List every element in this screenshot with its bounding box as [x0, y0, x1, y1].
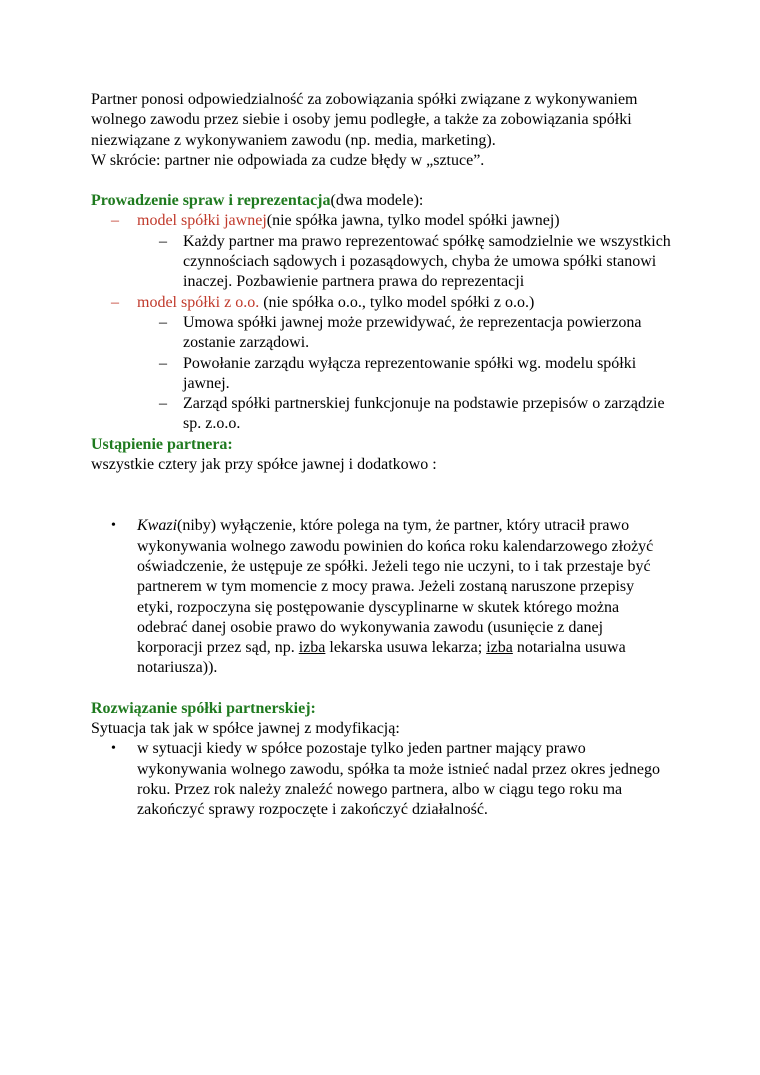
bullet-text: lekarska usuwa lekarza; [325, 639, 487, 657]
sub-list-text: Zarząd spółki partnerskiej funkcjonuje na podstawie przepisów o zarządzie sp. z.o.o. [183, 395, 665, 433]
sub-list-item [91, 313, 671, 354]
dash-marker: – [111, 212, 119, 230]
spacer [91, 475, 671, 496]
section-heading-representation [91, 191, 671, 211]
sub-list-text: Umowa spółki jawnej może przewidywać, że reprezentacja powierzona zostanie zarządowi. [183, 313, 642, 352]
sub-list-item [91, 232, 671, 293]
dash-marker: – [159, 232, 167, 250]
sub-list-item [91, 354, 671, 395]
list-item-model-zoo [91, 293, 671, 313]
izba-link[interactable]: izba [298, 639, 326, 657]
spacer [91, 679, 671, 699]
spacer [91, 496, 671, 516]
izba-link[interactable]: izba [486, 639, 513, 657]
section-intro: Sytuacja tak jak w spółce jawnej z modyfikacją: [91, 720, 400, 738]
sub-list-text: Każdy partner ma prawo reprezentować spółkę samodzielnie we wszystkich czynnościach sądowych i pozasądowych, chyba że umowa spółki stanowi inaczej. Pozbawienie partnera prawa do reprezentacji [183, 232, 671, 291]
section-heading-withdrawal: Ustąpienie partnera: [91, 435, 233, 453]
sub-list-item [91, 394, 671, 435]
bullet-text: notarialna usuwa notariusza)). [137, 639, 626, 677]
model-label: model spółki jawnej [137, 212, 267, 230]
intro-paragraph: Partner ponosi odpowiedzialność za zobowiązania spółki związane z wykonywaniem wolnego zawodu przez siebie i osoby jemu podległe, a także za zobowiązania spółki niezwiązane z wykonywaniem zawodu (np. media, marketing). [91, 91, 638, 149]
dash-marker: – [111, 293, 119, 311]
dash-marker: – [159, 313, 167, 331]
model-suffix: (nie spółka jawna, tylko model spółki jawnej) [266, 212, 560, 230]
dash-marker: – [159, 395, 167, 413]
italic-term: Kwazi [137, 517, 178, 535]
section-heading-dissolution: Rozwiązanie spółki partnerskiej: [91, 699, 316, 717]
bullet-text: (niby) wyłączenie, które polega na tym, że partner, który utracił prawo wykonywania wolnego zawodu powinien do końca roku kalendarzowego złożyć oświadczenie, że ustępuje ze spółki. Jeżeli tego nie uczyni, to i tak przestaje być partnerem w tym momencie z mocy prawa. Jeżeli zostaną naruszone przepisy etyki, rozpoczyna się postępowanie dyscyplinarne w skutek którego można odebrać danej osobie prawo do wykonywania zawodu (usunięcie z danej korporacji przez sąd, np. [137, 517, 654, 657]
spacer [91, 171, 671, 191]
model-label: model spółki z o.o. [137, 293, 260, 311]
bullet-item-kwazi [91, 516, 671, 678]
bullet-item-dissolution [91, 739, 671, 820]
list-item-model-jawna [91, 211, 671, 231]
bullet-marker: • [111, 741, 116, 757]
document-content [91, 90, 671, 821]
section-heading-suffix: (dwa modele): [330, 192, 424, 210]
sub-list-text: Powołanie zarządu wyłącza reprezentowanie spółki wg. modelu spółki jawnej. [183, 354, 637, 392]
bullet-marker: • [111, 518, 116, 534]
section-intro: wszystkie cztery jak przy spółce jawnej i dodatkowo : [91, 456, 437, 474]
section-heading-text: Prowadzenie spraw i reprezentacja [91, 192, 331, 210]
bullet-text: w sytuacji kiedy w spółce pozostaje tylko jeden partner mający prawo wykonywania wolnego zawodu, spółka ta może istnieć nadal przez okres jednego roku. Przez rok należy znaleźć nowego partnera, albo w ciągu tego roku ma zakończyć sprawy rozpoczęte i zakończyć działalność. [137, 740, 660, 819]
model-suffix: (nie spółka o.o., tylko model spółki z o.o.) [259, 293, 535, 311]
dash-marker: – [159, 354, 167, 372]
intro-summary: W skrócie: partner nie odpowiada za cudze błędy w „sztuce”. [91, 151, 485, 169]
